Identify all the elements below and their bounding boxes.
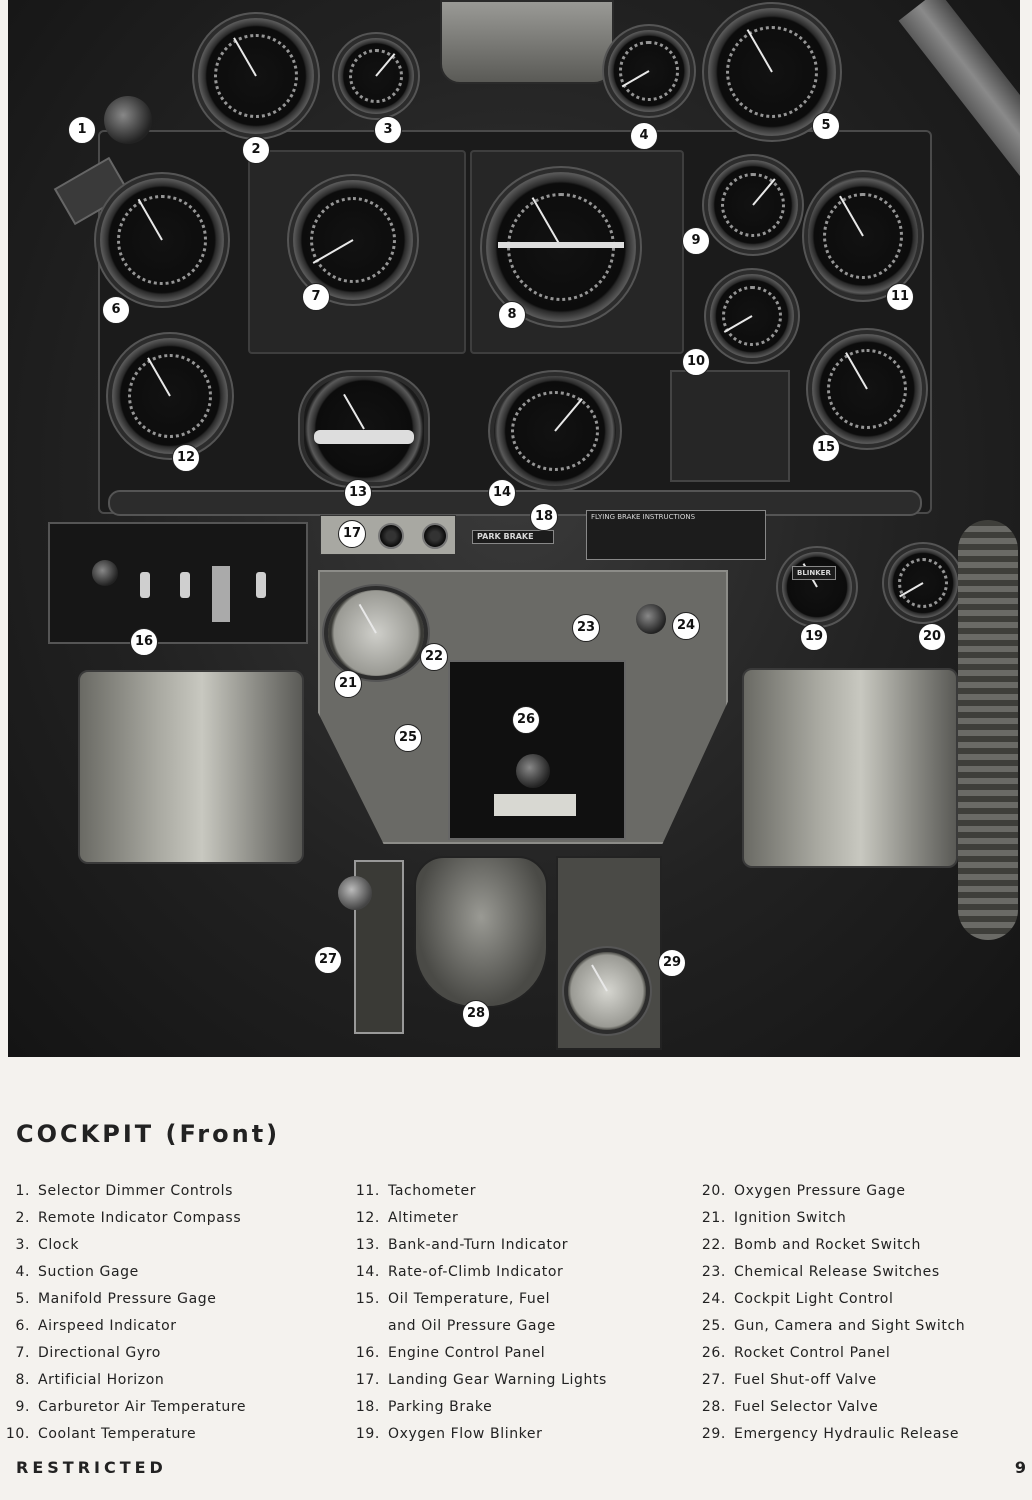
callout-23: 23: [572, 614, 600, 642]
legend-item-label: Emergency Hydraulic Release: [734, 1426, 960, 1442]
classification-footer: RESTRICTED: [16, 1458, 167, 1477]
legend-item: [350, 1259, 607, 1286]
suction-gauge: [608, 30, 690, 112]
fuel-shutoff-handle: [338, 876, 372, 910]
parking-brake-placard: PARK BRAKE: [472, 530, 554, 544]
legend-item-number: 18.: [355, 1399, 380, 1415]
callout-7: 7: [302, 283, 330, 311]
dimmer-control-knob: [104, 96, 152, 144]
page-title: COCKPIT (Front): [16, 1120, 281, 1148]
tachometer-gauge: [808, 176, 918, 296]
legend-item-number: 23.: [701, 1264, 726, 1280]
legend-item-label: Fuel Shut-off Valve: [734, 1372, 877, 1388]
legend-item-number: 9.: [15, 1399, 30, 1415]
compass-gauge: [198, 18, 314, 134]
legend-item-number: 21.: [701, 1210, 726, 1226]
legend-item-number: 6.: [15, 1318, 30, 1334]
legend-item-number: 19.: [355, 1426, 380, 1442]
landing-gear-warning-light-left: [378, 523, 404, 549]
legend-item-label: Fuel Selector Valve: [734, 1399, 879, 1415]
legend-item-number: 16.: [355, 1345, 380, 1361]
legend-item: [696, 1367, 965, 1394]
legend-item-number: 11.: [355, 1183, 380, 1199]
callout-11: 11: [886, 283, 914, 311]
legend-item: [350, 1340, 607, 1367]
callout-27: 27: [314, 946, 342, 974]
legend-item: [696, 1232, 965, 1259]
legend-item: [350, 1394, 607, 1421]
landing-gear-warning-light-right: [422, 523, 448, 549]
airspeed-indicator-gauge: [100, 178, 224, 302]
callout-17: 17: [338, 520, 366, 548]
legend-item: [0, 1394, 246, 1421]
callout-6: 6: [102, 296, 130, 324]
legend-item-number: 26.: [701, 1345, 726, 1361]
gunsight-base: [440, 0, 614, 84]
right-canister: [742, 668, 958, 868]
legend-item: [350, 1367, 607, 1394]
legend-item: [696, 1421, 965, 1448]
blank-instrument-plate: [670, 370, 790, 482]
legend-item: [350, 1313, 607, 1340]
coolant-temperature-gauge: [710, 274, 794, 358]
clock-gauge: [338, 38, 414, 114]
legend-item-label: Altimeter: [388, 1210, 459, 1226]
legend-item-number: 15.: [355, 1291, 380, 1307]
legend-item-label: Parking Brake: [388, 1399, 493, 1415]
legend-item-label: Engine Control Panel: [388, 1345, 546, 1361]
callout-1: 1: [68, 116, 96, 144]
cockpit-light-control-knob: [636, 604, 666, 634]
legend-item: [696, 1313, 965, 1340]
legend-item-number: 4.: [15, 1264, 30, 1280]
legend-item-number: 14.: [355, 1264, 380, 1280]
legend-item-label: Selector Dimmer Controls: [38, 1183, 234, 1199]
bank-and-turn-ball: [314, 430, 414, 444]
legend-item-number: 2.: [15, 1210, 30, 1226]
engine-switch-guard: [212, 566, 230, 622]
engine-toggle-1: [140, 572, 150, 598]
ignition-switch-dial: [328, 590, 424, 676]
legend-item: [0, 1367, 246, 1394]
legend-item: [350, 1178, 607, 1205]
legend-item: [0, 1340, 246, 1367]
oxygen-hose: [958, 520, 1018, 940]
legend-item: [0, 1232, 246, 1259]
legend-item-label: Directional Gyro: [38, 1345, 161, 1361]
legend-item-label: Manifold Pressure Gage: [38, 1291, 217, 1307]
legend-item-label: and Oil Pressure Gage: [388, 1318, 556, 1334]
legend-item-label: Tachometer: [388, 1183, 477, 1199]
legend-item-label: Cockpit Light Control: [734, 1291, 894, 1307]
legend-item-label: Chemical Release Switches: [734, 1264, 940, 1280]
legend-column-3: [696, 1178, 965, 1448]
callout-19: 19: [800, 623, 828, 651]
callout-20: 20: [918, 623, 946, 651]
callout-24: 24: [672, 612, 700, 640]
engine-control-panel: [48, 522, 308, 644]
legend-item: [0, 1259, 246, 1286]
legend-item-label: Bomb and Rocket Switch: [734, 1237, 921, 1253]
legend-item: [696, 1259, 965, 1286]
callout-28: 28: [462, 1000, 490, 1028]
legend-item-number: 24.: [701, 1291, 726, 1307]
legend-item-label: Oxygen Pressure Gage: [734, 1183, 906, 1199]
page-number: 9: [1014, 1458, 1026, 1477]
callout-5: 5: [812, 112, 840, 140]
legend-item-label: Airspeed Indicator: [38, 1318, 177, 1334]
legend-item-label: Coolant Temperature: [38, 1426, 197, 1442]
legend-item: [0, 1178, 246, 1205]
legend-item: [0, 1205, 246, 1232]
legend-item-number: 7.: [15, 1345, 30, 1361]
legend-item-number: 29.: [701, 1426, 726, 1442]
legend-item-label: Landing Gear Warning Lights: [388, 1372, 607, 1388]
callout-26: 26: [512, 706, 540, 734]
callout-21: 21: [334, 670, 362, 698]
legend-item: [350, 1286, 607, 1313]
horizon-bar: [498, 242, 624, 248]
carburetor-air-temperature-gauge: [708, 160, 798, 250]
legend-item: [350, 1205, 607, 1232]
callout-29: 29: [658, 949, 686, 977]
flying-instructions-placard: FLYING BRAKE INSTRUCTIONS: [586, 510, 766, 560]
legend-item-number: 28.: [701, 1399, 726, 1415]
engine-toggle-3: [256, 572, 266, 598]
left-canister: [78, 670, 304, 864]
legend-item: [696, 1205, 965, 1232]
legend-item-label: Artificial Horizon: [38, 1372, 165, 1388]
legend-item-label: Gun, Camera and Sight Switch: [734, 1318, 966, 1334]
legend-item-label: Oil Temperature, Fuel: [388, 1291, 551, 1307]
legend-item-number: 5.: [15, 1291, 30, 1307]
legend-item-label: Oxygen Flow Blinker: [388, 1426, 543, 1442]
legend-item-label: Remote Indicator Compass: [38, 1210, 242, 1226]
rocket-control-knob: [516, 754, 550, 788]
legend-column-2: [350, 1178, 607, 1448]
legend-item-number: 25.: [701, 1318, 726, 1334]
directional-gyro-gauge: [293, 180, 413, 300]
legend-item-number: 20.: [701, 1183, 726, 1199]
legend-item-label: Suction Gage: [38, 1264, 139, 1280]
altimeter-gauge: [112, 338, 228, 454]
rocket-control-label-plate: [494, 794, 576, 816]
legend-item: [350, 1232, 607, 1259]
legend-item-number: 8.: [15, 1372, 30, 1388]
legend-item-label: Clock: [38, 1237, 80, 1253]
callout-4: 4: [630, 122, 658, 150]
hydraulic-release-dial: [568, 952, 646, 1030]
oxygen-pressure-gauge: [888, 548, 958, 618]
legend-item: [696, 1178, 965, 1205]
legend-item-label: Rocket Control Panel: [734, 1345, 891, 1361]
legend-item: [0, 1313, 246, 1340]
legend-item-number: 3.: [15, 1237, 30, 1253]
legend-item-number: 22.: [701, 1237, 726, 1253]
engine-toggle-2: [180, 572, 190, 598]
legend-item: [0, 1421, 246, 1448]
callout-13: 13: [344, 479, 372, 507]
cockpit-photo: [8, 0, 1020, 1057]
engine-control-knob: [92, 560, 118, 586]
oxygen-flow-blinker: [782, 552, 852, 622]
callout-14: 14: [488, 479, 516, 507]
callout-16: 16: [130, 628, 158, 656]
legend-item: [696, 1340, 965, 1367]
callout-12: 12: [172, 444, 200, 472]
oil-fuel-gauge: [812, 334, 922, 444]
legend-item-label: Rate-of-Climb Indicator: [388, 1264, 564, 1280]
legend-item-number: 10.: [5, 1426, 30, 1442]
legend-item: [696, 1394, 965, 1421]
legend-item-label: Carburetor Air Temperature: [38, 1399, 247, 1415]
legend-column-1: [0, 1178, 246, 1448]
legend-item: [0, 1286, 246, 1313]
bank-and-turn-gauge: [304, 376, 424, 482]
callout-18: 18: [530, 503, 558, 531]
callout-22: 22: [420, 643, 448, 671]
callout-3: 3: [374, 116, 402, 144]
callout-8: 8: [498, 301, 526, 329]
callout-9: 9: [682, 227, 710, 255]
legend-item-number: [350, 1313, 388, 1340]
legend-item: [696, 1286, 965, 1313]
legend-item-number: 1.: [15, 1183, 30, 1199]
callout-25: 25: [394, 724, 422, 752]
legend-item-number: 17.: [355, 1372, 380, 1388]
callout-15: 15: [812, 434, 840, 462]
callout-10: 10: [682, 348, 710, 376]
legend-item-label: Ignition Switch: [734, 1210, 847, 1226]
callout-2: 2: [242, 136, 270, 164]
blinker-label: BLINKER: [792, 566, 836, 580]
rate-of-climb-gauge: [494, 376, 616, 486]
legend-item: [350, 1421, 607, 1448]
legend-item-number: 27.: [701, 1372, 726, 1388]
fuel-selector-valve: [414, 856, 548, 1008]
legend-item-number: 12.: [355, 1210, 380, 1226]
legend-item-number: 13.: [355, 1237, 380, 1253]
legend-item-label: Bank-and-Turn Indicator: [388, 1237, 569, 1253]
